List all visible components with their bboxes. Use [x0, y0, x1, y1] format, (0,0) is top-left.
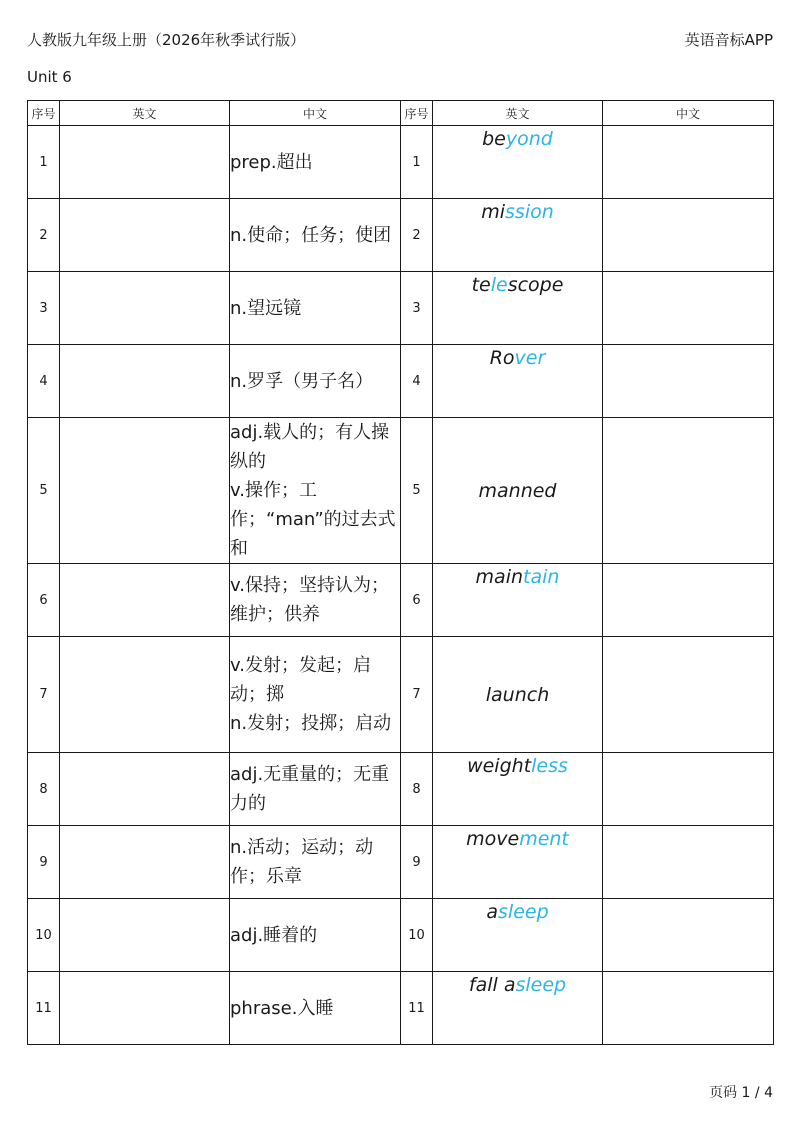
english-blank-cell[interactable] [60, 199, 230, 272]
word-part: launch [485, 683, 550, 706]
word-part: be [482, 128, 506, 150]
english-blank-cell[interactable] [60, 899, 230, 972]
english-word-cell [433, 637, 603, 753]
english-blank-cell[interactable] [60, 972, 230, 1045]
row-number-right: 3 [401, 272, 433, 345]
english-word-cell [433, 418, 603, 564]
vocabulary-table [27, 100, 774, 1045]
word-part: te [471, 274, 491, 296]
header-chinese-left: 中文 [230, 101, 401, 126]
chinese-meaning-cell: phrase.入睡 [230, 972, 401, 1045]
english-blank-cell[interactable] [60, 418, 230, 564]
word-part: fall a [468, 974, 516, 996]
word-highlight-part: ssion [505, 201, 554, 223]
header-chinese-right: 中文 [603, 101, 774, 126]
table-row [28, 564, 774, 637]
table-row [28, 126, 774, 199]
english-word-cell [433, 345, 603, 418]
row-number-left: 6 [28, 564, 60, 637]
word-highlight-part: tain [523, 566, 560, 588]
table-row [28, 972, 774, 1045]
chinese-meaning-cell: prep.超出 [230, 126, 401, 199]
word-part: mi [481, 201, 506, 223]
row-number-right: 10 [401, 899, 433, 972]
word-highlight-part: less [531, 755, 568, 777]
word-part: main [475, 566, 524, 588]
row-number-right: 8 [401, 753, 433, 826]
english-word-cell [433, 272, 603, 345]
row-number-right: 5 [401, 418, 433, 564]
chinese-meaning-cell: adj.睡着的 [230, 899, 401, 972]
row-number-left: 3 [28, 272, 60, 345]
english-word-cell [433, 126, 603, 199]
row-number-left: 7 [28, 637, 60, 753]
chinese-meaning-cell: adj.载人的；有人操纵的 v.操作；工作；“man”的过去式和 [230, 418, 401, 564]
row-number-right: 7 [401, 637, 433, 753]
table-row [28, 753, 774, 826]
chinese-blank-cell[interactable] [603, 826, 774, 899]
word-part: move [466, 828, 520, 850]
table-row [28, 826, 774, 899]
row-number-left: 4 [28, 345, 60, 418]
table-row [28, 199, 774, 272]
chinese-meaning-cell: n.活动；运动；动作；乐章 [230, 826, 401, 899]
row-number-left: 8 [28, 753, 60, 826]
word-part: a [486, 901, 499, 923]
chinese-blank-cell[interactable] [603, 199, 774, 272]
row-number-right: 11 [401, 972, 433, 1045]
row-number-right: 6 [401, 564, 433, 637]
chinese-blank-cell[interactable] [603, 272, 774, 345]
chinese-blank-cell[interactable] [603, 899, 774, 972]
word-highlight-part: sleep [498, 901, 549, 923]
header-english-left: 英文 [60, 101, 230, 126]
word-part: weight [467, 755, 532, 777]
english-blank-cell[interactable] [60, 345, 230, 418]
word-highlight-part: ver [514, 347, 546, 369]
chinese-meaning-cell: adj.无重量的；无重力的 [230, 753, 401, 826]
header-number-right: 序号 [401, 101, 433, 126]
table-row [28, 272, 774, 345]
chinese-blank-cell[interactable] [603, 972, 774, 1045]
row-number-left: 11 [28, 972, 60, 1045]
row-number-right: 2 [401, 199, 433, 272]
word-highlight-part: sleep [515, 974, 567, 996]
chinese-blank-cell[interactable] [603, 418, 774, 564]
row-number-right: 1 [401, 126, 433, 199]
english-blank-cell[interactable] [60, 126, 230, 199]
unit-title: Unit 6 [27, 68, 72, 86]
chinese-meaning-cell: n.使命；任务；使团 [230, 199, 401, 272]
row-number-right: 4 [401, 345, 433, 418]
chinese-meaning-cell: n.望远镜 [230, 272, 401, 345]
english-word-cell [433, 753, 603, 826]
word-part: manned [478, 479, 557, 502]
row-number-right: 9 [401, 826, 433, 899]
page-number: 页码 1 / 4 [709, 1085, 773, 1101]
table-row [28, 899, 774, 972]
english-word-cell [433, 972, 603, 1045]
chinese-meaning-cell: n.罗孚（男子名） [230, 345, 401, 418]
row-number-left: 2 [28, 199, 60, 272]
table-row [28, 418, 774, 564]
english-word-cell [433, 199, 603, 272]
chinese-blank-cell[interactable] [603, 126, 774, 199]
chinese-blank-cell[interactable] [603, 345, 774, 418]
app-name: 英语音标APP [684, 31, 773, 49]
english-blank-cell[interactable] [60, 637, 230, 753]
header-number-left: 序号 [28, 101, 60, 126]
english-blank-cell[interactable] [60, 564, 230, 637]
table-body [28, 126, 774, 1045]
book-title: 人教版九年级上册（2026年秋季试行版） [27, 31, 306, 49]
english-word-cell [433, 899, 603, 972]
chinese-blank-cell[interactable] [603, 564, 774, 637]
row-number-left: 10 [28, 899, 60, 972]
chinese-meaning-cell: v.保持；坚持认为；维护；供养 [230, 564, 401, 637]
word-part: Ro [489, 347, 515, 369]
word-highlight-part: ment [519, 828, 569, 850]
table-row [28, 637, 774, 753]
chinese-meaning-cell: v.发射；发起；启动；掷 n.发射；投掷；启动 [230, 637, 401, 753]
chinese-blank-cell[interactable] [603, 637, 774, 753]
table-row [28, 345, 774, 418]
english-word-cell [433, 564, 603, 637]
word-part: scope [507, 274, 564, 296]
english-blank-cell[interactable] [60, 753, 230, 826]
word-highlight-part: yond [505, 128, 553, 150]
row-number-left: 1 [28, 126, 60, 199]
row-number-left: 9 [28, 826, 60, 899]
english-word-cell [433, 826, 603, 899]
english-blank-cell[interactable] [60, 826, 230, 899]
english-blank-cell[interactable] [60, 272, 230, 345]
chinese-blank-cell[interactable] [603, 753, 774, 826]
word-highlight-part: le [490, 274, 508, 296]
header-english-right: 英文 [433, 101, 603, 126]
table-header-row [28, 101, 774, 126]
row-number-left: 5 [28, 418, 60, 564]
